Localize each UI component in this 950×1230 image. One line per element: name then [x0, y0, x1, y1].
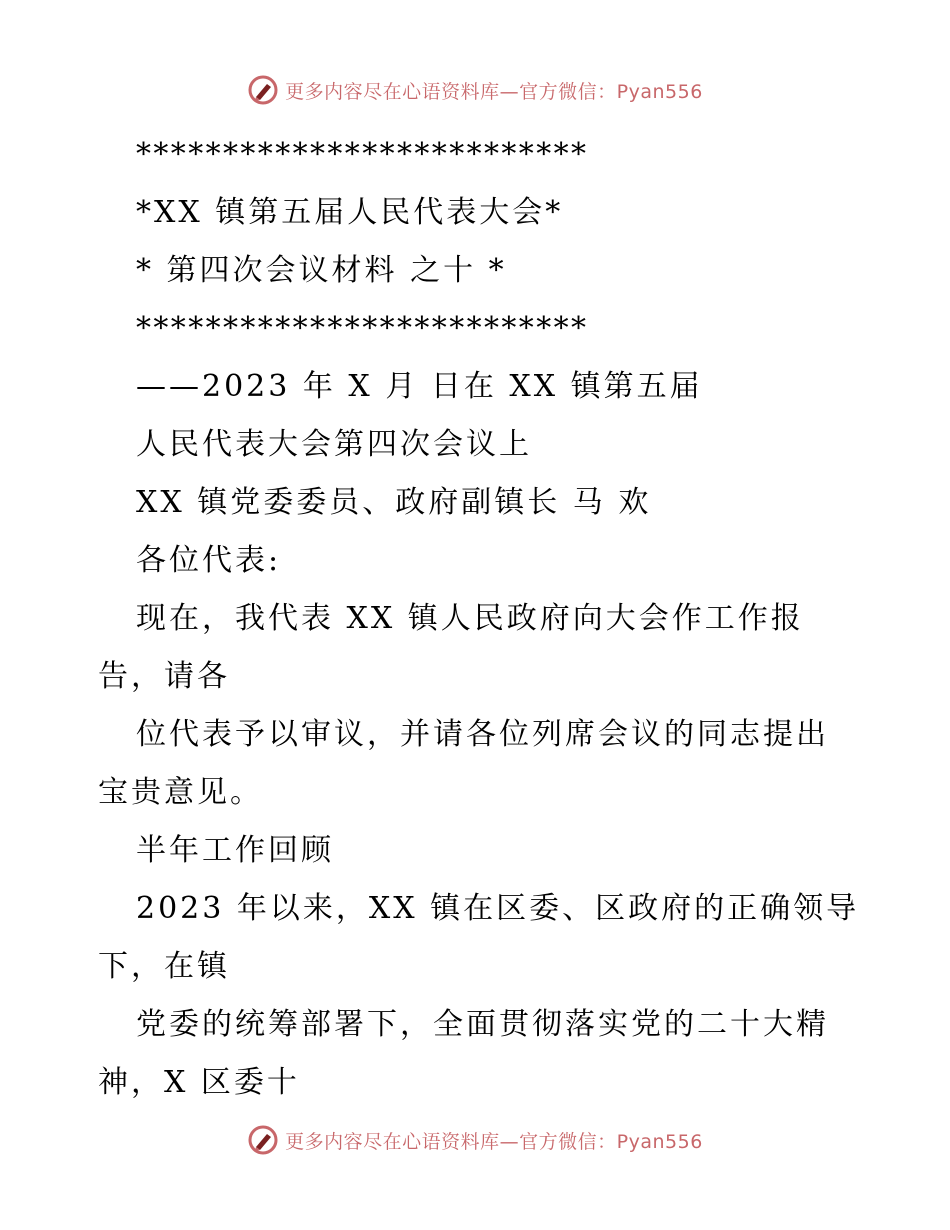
pen-circle-logo-icon — [247, 1124, 279, 1156]
paragraph-line: 神，X 区委十 — [98, 1065, 300, 1100]
salutation: 各位代表: — [136, 543, 282, 578]
date-line: ——2023 年 X 月 日在 XX 镇第五届 — [136, 369, 703, 404]
paragraph-line: 宝贵意见。 — [98, 775, 263, 810]
header-watermark — [0, 72, 950, 108]
watermark-group — [247, 1124, 703, 1156]
speaker-line: XX 镇党委委员、政府副镇长 马 欢 — [136, 485, 652, 520]
meeting-line: 人民代表大会第四次会议上 — [136, 427, 532, 462]
section-heading: 半年工作回顾 — [136, 833, 334, 868]
decorative-star-border-top: ************************** — [136, 137, 589, 172]
paragraph-line: 下，在镇 — [98, 949, 230, 984]
conference-title: *XX 镇第五届人民代表大会* — [136, 195, 564, 230]
document-body — [98, 126, 858, 1112]
watermark-group — [247, 74, 703, 106]
paragraph-line: 位代表予以审议，并请各位列席会议的同志提出 — [136, 717, 829, 752]
paragraph-line: 告，请各 — [98, 659, 230, 694]
decorative-star-border-bottom: ************************** — [136, 311, 589, 346]
paragraph-line: 现在，我代表 XX 镇人民政府向大会作工作报 — [136, 601, 804, 636]
pen-circle-logo-icon — [247, 74, 279, 106]
watermark-text: 更多内容尽在心语资料库—官方微信：Pyan556 — [285, 1130, 703, 1153]
watermark-text: 更多内容尽在心语资料库—官方微信：Pyan556 — [285, 80, 703, 103]
footer-watermark — [0, 1122, 950, 1158]
material-subtitle: * 第四次会议材料 之十 * — [136, 253, 507, 288]
paragraph-line: 2023 年以来，XX 镇在区委、区政府的正确领导 — [136, 891, 860, 926]
paragraph-line: 党委的统筹部署下，全面贯彻落实党的二十大精 — [136, 1007, 829, 1042]
